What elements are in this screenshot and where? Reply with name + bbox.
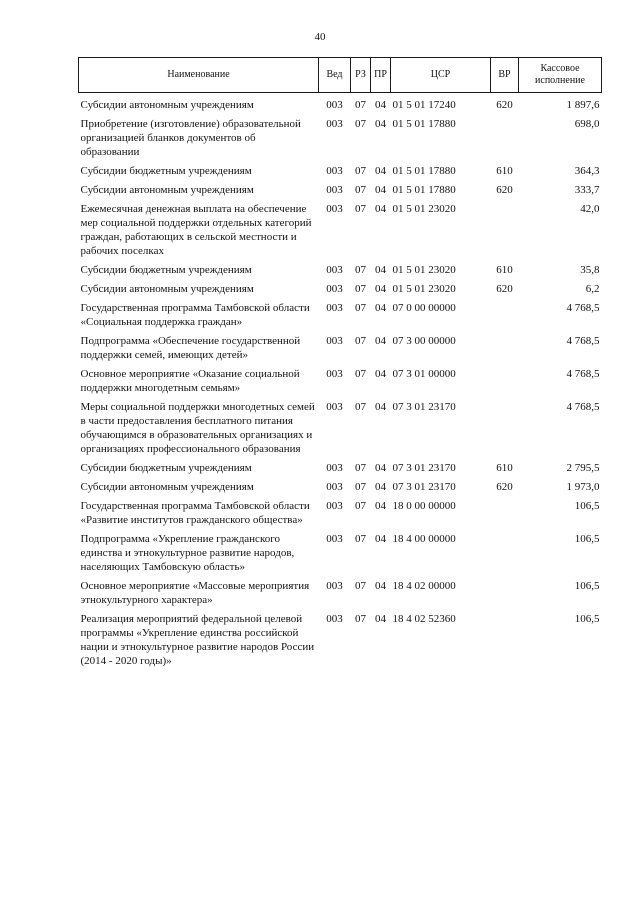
row-pr: 04 bbox=[375, 533, 386, 545]
row-name: Государственная программа Тамбовской области «Социальная поддержка граждан» bbox=[80, 302, 310, 328]
row-ved: 003 bbox=[326, 613, 343, 625]
row-amount: 106,5 bbox=[574, 533, 600, 545]
row-pr: 04 bbox=[375, 401, 386, 413]
row-pr: 04 bbox=[375, 302, 386, 314]
row-pr: 04 bbox=[375, 203, 386, 215]
page-number: 40 bbox=[314, 31, 326, 43]
row-vr bbox=[491, 532, 519, 579]
table-row bbox=[79, 579, 602, 612]
row-vr bbox=[491, 367, 519, 400]
table-row bbox=[79, 367, 602, 400]
table-row bbox=[79, 400, 602, 461]
table-row bbox=[79, 499, 602, 532]
row-csr: 07 0 00 00000 bbox=[392, 302, 456, 314]
row-name: Приобретение (изготовление) образовательной организацией бланков документов об образовании bbox=[80, 118, 301, 158]
row-amount: 106,5 bbox=[574, 580, 600, 592]
header-ved: Вед bbox=[319, 58, 351, 93]
row-name: Меры социальной поддержки многодетных семей в части предоставления бесплатного питания обучающимся в образовательных организациях и организациях профессионального образования bbox=[80, 401, 315, 455]
row-rz: 07 bbox=[355, 99, 366, 111]
table-row bbox=[79, 282, 602, 301]
row-ved: 003 bbox=[326, 99, 343, 111]
row-name: Субсидии автономным учреждениям bbox=[80, 99, 254, 111]
row-ved: 003 bbox=[326, 335, 343, 347]
row-csr: 18 4 02 00000 bbox=[392, 580, 456, 592]
row-ved: 003 bbox=[326, 481, 343, 493]
row-ved: 003 bbox=[326, 533, 343, 545]
row-amount: 698,0 bbox=[574, 118, 600, 130]
row-csr: 07 3 01 23170 bbox=[392, 401, 456, 413]
row-name: Подпрограмма «Обеспечение государственной поддержки семей, имеющих детей» bbox=[80, 335, 301, 361]
row-name: Субсидии бюджетным учреждениям bbox=[80, 462, 252, 474]
row-ved: 003 bbox=[326, 500, 343, 512]
row-ved: 003 bbox=[326, 203, 343, 215]
row-amount: 6,2 bbox=[585, 283, 600, 295]
row-pr: 04 bbox=[375, 184, 386, 196]
table-row bbox=[79, 164, 602, 183]
row-ved: 003 bbox=[326, 165, 343, 177]
header-csr: ЦСР bbox=[391, 58, 491, 93]
budget-table bbox=[78, 57, 602, 673]
row-amount: 4 768,5 bbox=[566, 368, 600, 380]
row-vr bbox=[491, 579, 519, 612]
row-amount: 4 768,5 bbox=[566, 302, 600, 314]
row-ved: 003 bbox=[326, 283, 343, 295]
row-name: Подпрограмма «Укрепление гражданского единства и этнокультурное развитие народов, населяющих Тамбовскую область» bbox=[80, 533, 295, 573]
row-ved: 003 bbox=[326, 302, 343, 314]
row-name: Субсидии автономным учреждениям bbox=[80, 283, 254, 295]
row-amount: 364,3 bbox=[574, 165, 600, 177]
row-pr: 04 bbox=[375, 580, 386, 592]
row-csr: 01 5 01 23020 bbox=[392, 264, 456, 276]
row-rz: 07 bbox=[355, 580, 366, 592]
row-name: Субсидии автономным учреждениям bbox=[80, 481, 254, 493]
row-rz: 07 bbox=[355, 500, 366, 512]
row-vr bbox=[491, 400, 519, 461]
row-rz: 07 bbox=[355, 302, 366, 314]
row-pr: 04 bbox=[375, 165, 386, 177]
row-vr: 620 bbox=[496, 283, 513, 295]
row-rz: 07 bbox=[355, 533, 366, 545]
row-name: Реализация мероприятий федеральной целевой программы «Укрепление единства российской нации и этнокультурное развитие народов России (2014 - 2020 годы)» bbox=[80, 613, 315, 667]
row-amount: 106,5 bbox=[574, 613, 600, 625]
row-pr: 04 bbox=[375, 283, 386, 295]
row-csr: 18 4 00 00000 bbox=[392, 533, 456, 545]
row-name: Основное мероприятие «Массовые мероприятия этнокультурного характера» bbox=[80, 580, 310, 606]
row-ved: 003 bbox=[326, 368, 343, 380]
row-amount: 333,7 bbox=[574, 184, 600, 196]
row-pr: 04 bbox=[375, 481, 386, 493]
row-pr: 04 bbox=[375, 500, 386, 512]
row-ved: 003 bbox=[326, 184, 343, 196]
row-csr: 07 3 01 00000 bbox=[392, 368, 456, 380]
row-name: Ежемесячная денежная выплата на обеспечение мер социальной поддержки отдельных категорий граждан, работающих в сельской местности и рабочих поселках bbox=[80, 203, 312, 257]
row-ved: 003 bbox=[326, 118, 343, 130]
row-rz: 07 bbox=[355, 462, 366, 474]
table-row bbox=[79, 301, 602, 334]
row-pr: 04 bbox=[375, 99, 386, 111]
table-row bbox=[79, 202, 602, 263]
row-rz: 07 bbox=[355, 283, 366, 295]
row-csr: 01 5 01 17240 bbox=[392, 99, 456, 111]
table-row bbox=[79, 263, 602, 282]
table-row bbox=[79, 532, 602, 579]
row-csr: 07 3 01 23170 bbox=[392, 481, 456, 493]
row-name: Основное мероприятие «Оказание социальной поддержки многодетным семьям» bbox=[80, 368, 300, 394]
row-amount: 42,0 bbox=[580, 203, 600, 215]
row-rz: 07 bbox=[355, 203, 366, 215]
row-pr: 04 bbox=[375, 335, 386, 347]
row-rz: 07 bbox=[355, 368, 366, 380]
row-rz: 07 bbox=[355, 184, 366, 196]
table-header-row bbox=[79, 58, 602, 93]
row-vr bbox=[491, 301, 519, 334]
header-amount: Кассовое исполнение bbox=[519, 58, 602, 93]
row-rz: 07 bbox=[355, 335, 366, 347]
header-vr: ВР bbox=[491, 58, 519, 93]
table-row bbox=[79, 612, 602, 673]
row-name: Субсидии автономным учреждениям bbox=[80, 184, 254, 196]
row-pr: 04 bbox=[375, 462, 386, 474]
table-row bbox=[79, 334, 602, 367]
row-pr: 04 bbox=[375, 368, 386, 380]
row-vr bbox=[491, 202, 519, 263]
row-vr bbox=[491, 612, 519, 673]
row-pr: 04 bbox=[375, 613, 386, 625]
row-pr: 04 bbox=[375, 264, 386, 276]
row-csr: 01 5 01 23020 bbox=[392, 283, 456, 295]
table-row bbox=[79, 93, 602, 118]
table-row bbox=[79, 480, 602, 499]
row-vr: 620 bbox=[496, 184, 513, 196]
row-csr: 01 5 01 17880 bbox=[392, 184, 456, 196]
row-vr: 620 bbox=[496, 99, 513, 111]
row-vr: 610 bbox=[496, 264, 513, 276]
row-amount: 4 768,5 bbox=[566, 401, 600, 413]
row-amount: 1 973,0 bbox=[566, 481, 600, 493]
row-rz: 07 bbox=[355, 264, 366, 276]
row-vr: 610 bbox=[496, 165, 513, 177]
table-row bbox=[79, 117, 602, 164]
row-csr: 07 3 01 23170 bbox=[392, 462, 456, 474]
row-rz: 07 bbox=[355, 481, 366, 493]
table-row bbox=[79, 461, 602, 480]
row-rz: 07 bbox=[355, 613, 366, 625]
row-pr: 04 bbox=[375, 118, 386, 130]
header-name: Наименование bbox=[79, 58, 319, 93]
row-vr: 610 bbox=[496, 462, 513, 474]
row-rz: 07 bbox=[355, 118, 366, 130]
row-ved: 003 bbox=[326, 401, 343, 413]
row-vr bbox=[491, 334, 519, 367]
row-ved: 003 bbox=[326, 580, 343, 592]
row-rz: 07 bbox=[355, 401, 366, 413]
row-vr bbox=[491, 499, 519, 532]
row-ved: 003 bbox=[326, 264, 343, 276]
row-vr: 620 bbox=[496, 481, 513, 493]
row-csr: 07 3 00 00000 bbox=[392, 335, 456, 347]
header-pr: ПР bbox=[371, 58, 391, 93]
row-amount: 106,5 bbox=[574, 500, 600, 512]
row-name: Субсидии бюджетным учреждениям bbox=[80, 264, 252, 276]
row-amount: 4 768,5 bbox=[566, 335, 600, 347]
row-csr: 18 0 00 00000 bbox=[392, 500, 456, 512]
row-name: Субсидии бюджетным учреждениям bbox=[80, 165, 252, 177]
row-amount: 2 795,5 bbox=[566, 462, 600, 474]
row-csr: 01 5 01 23020 bbox=[392, 203, 456, 215]
row-amount: 35,8 bbox=[580, 264, 600, 276]
row-rz: 07 bbox=[355, 165, 366, 177]
row-csr: 18 4 02 52360 bbox=[392, 613, 456, 625]
row-csr: 01 5 01 17880 bbox=[392, 165, 456, 177]
row-vr bbox=[491, 117, 519, 164]
table-row bbox=[79, 183, 602, 202]
row-csr: 01 5 01 17880 bbox=[392, 118, 456, 130]
row-name: Государственная программа Тамбовской области «Развитие институтов гражданского общества» bbox=[80, 500, 310, 526]
row-ved: 003 bbox=[326, 462, 343, 474]
header-rz: РЗ bbox=[351, 58, 371, 93]
row-amount: 1 897,6 bbox=[566, 99, 600, 111]
